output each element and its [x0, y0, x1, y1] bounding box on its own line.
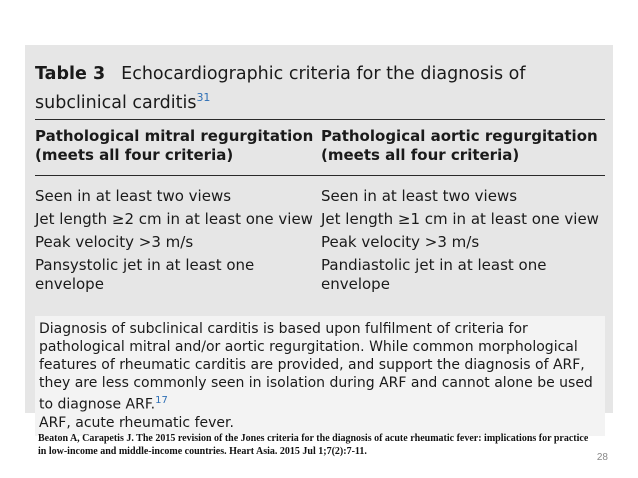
mitral-heading-line2: (meets all four criteria): [35, 146, 234, 164]
aortic-criterion: Seen in at least two views: [321, 187, 518, 205]
title-reference: 31: [196, 91, 211, 104]
mitral-criterion: Peak velocity >3 m/s: [35, 233, 194, 251]
abbreviation-note: ARF, acute rheumatic fever.: [39, 414, 234, 431]
footnote-reference: 17: [155, 395, 168, 406]
table-footnote: [35, 316, 605, 436]
aortic-criteria-list: [321, 187, 606, 298]
aortic-criterion: Peak velocity >3 m/s: [321, 233, 480, 251]
header-rule-bottom: [35, 175, 605, 176]
mitral-criterion: Jet length ≥2 cm in at least one view: [35, 210, 313, 228]
page-number: 28: [596, 452, 608, 463]
mitral-criteria-list: [35, 187, 320, 298]
aortic-column-heading: [321, 127, 606, 165]
aortic-criterion: Pandiastolic jet in at least one envelope: [321, 256, 547, 293]
aortic-criterion: Jet length ≥1 cm in at least one view: [321, 210, 599, 228]
mitral-column-heading: [35, 127, 320, 165]
mitral-criterion: Pansystolic jet in at least one envelope: [35, 256, 255, 293]
table-title: [35, 63, 605, 115]
table-number: Table 3: [35, 64, 106, 84]
footnote-text: Diagnosis of subclinical carditis is based upon fulfilment of criteria for pathological mitral and/or aortic regurgitation. While common morphological features of rheumatic carditis are provided, and support the diagnosis of ARF, they are less commonly seen in isolation during ARF and cannot alone be used to diagnose ARF.: [39, 321, 593, 413]
table-title-text: Echocardiographic criteria for the diagnosis of subclinical carditis: [35, 64, 526, 113]
mitral-criterion: Seen in at least two views: [35, 187, 232, 205]
mitral-heading-line1: Pathological mitral regurgitation: [35, 127, 314, 145]
header-rule-top: [35, 119, 605, 120]
citation: Beaton A, Carapetis J. The 2015 revision of the Jones criteria for the diagnosis of acute rheumatic fever: implications for practice in low-income and middle-income countries. Heart Asia. 2015 Jul 1;7(2):7-11.: [38, 433, 589, 457]
aortic-heading-line1: Pathological aortic regurgitation: [321, 127, 598, 145]
aortic-heading-line2: (meets all four criteria): [321, 146, 520, 164]
table-panel: [25, 45, 613, 431]
